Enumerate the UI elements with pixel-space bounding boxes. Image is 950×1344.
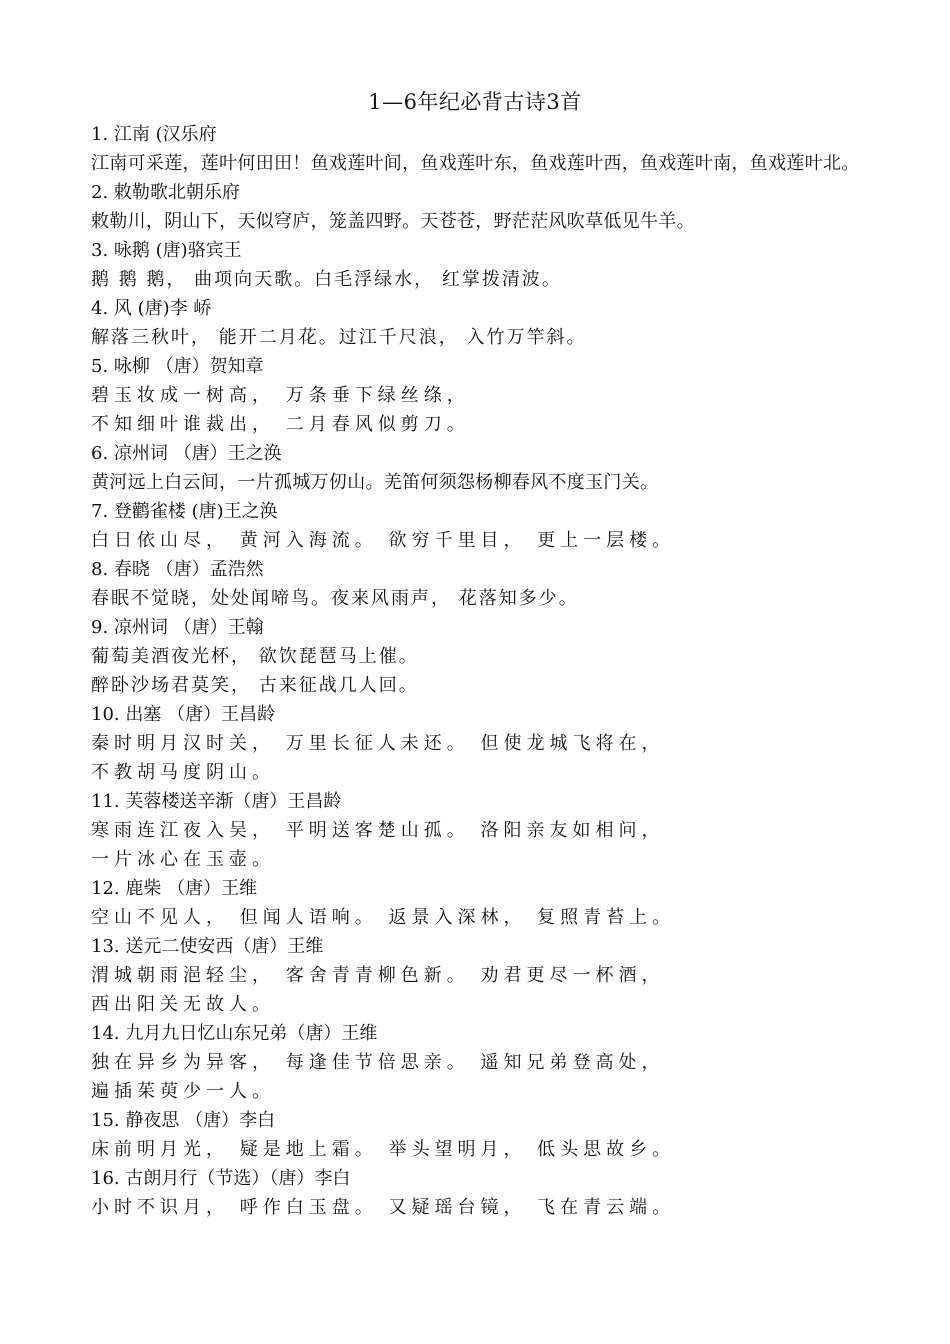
- poem-heading: 9. 凉州词 （唐）王翰: [91, 617, 264, 638]
- poem-line: 空山不见人， 但闻人语响。 返景入深林， 复照青苔上。: [91, 907, 676, 928]
- poem-heading: 1. 江南 (汉乐府: [91, 124, 217, 145]
- poem-line: 醉卧沙场君莫笑， 古来征战几人回。: [91, 675, 419, 696]
- poem-heading: 4. 风 (唐)李 峤: [91, 298, 212, 319]
- poem-line: 秦时明月汉时关， 万里长征人未还。 但使龙城飞将在，: [91, 733, 665, 754]
- poem-line: 江南可采莲，莲叶何田田！鱼戏莲叶间，鱼戏莲叶东，鱼戏莲叶西，鱼戏莲叶南，鱼戏莲叶北。: [91, 153, 860, 174]
- poem-line: 小时不识月， 呼作白玉盘。 又疑瑶台镜， 飞在青云端。: [91, 1197, 676, 1218]
- poem-heading: 10. 出塞 （唐）王昌龄: [91, 704, 276, 725]
- poem-heading: 16. 古朗月行（节选）（唐）李白: [91, 1168, 351, 1189]
- poem-heading: 3. 咏鹅 (唐)骆宾王: [91, 240, 242, 261]
- poem-line: 西出阳关无故人。: [91, 994, 275, 1015]
- poem-line: 不知细叶谁裁出， 二月春风似剪刀。: [91, 414, 470, 435]
- poem-line: 白日依山尽， 黄河入海流。 欲穷千里目， 更上一层楼。: [91, 530, 676, 551]
- poem-heading: 13. 送元二使安西（唐）王维: [91, 936, 324, 957]
- poem-line: 一片冰心在玉壶。: [91, 849, 275, 870]
- poem-heading: 6. 凉州词 （唐）王之涣: [91, 443, 282, 464]
- poem-heading: 5. 咏柳 （唐）贺知章: [91, 356, 264, 377]
- poem-heading: 11. 芙蓉楼送辛渐（唐）王昌龄: [91, 791, 342, 812]
- poem-line: 渭城朝雨浥轻尘， 客舍青青柳色新。 劝君更尽一杯酒，: [91, 965, 665, 986]
- document-title: 1—6年纪必背古诗3首: [368, 90, 582, 114]
- poem-heading: 14. 九月九日忆山东兄弟（唐）王维: [91, 1023, 378, 1044]
- poem-line: 遍插茱萸少一人。: [91, 1081, 275, 1102]
- poem-line: 床前明月光， 疑是地上霜。 举头望明月， 低头思故乡。: [91, 1139, 676, 1160]
- poem-heading: 12. 鹿柴 （唐）王维: [91, 878, 258, 899]
- poem-line: 独在异乡为异客， 每逢佳节倍思亲。 遥知兄弟登高处，: [91, 1052, 665, 1073]
- poem-line: 鹅 鹅 鹅， 曲项向天歌。白毛浮绿水， 红掌拨清波。: [91, 269, 562, 290]
- poem-line: 葡萄美酒夜光杯， 欲饮琵琶马上催。: [91, 646, 419, 667]
- poem-heading: 2. 敕勒歌北朝乐府: [91, 182, 240, 203]
- poem-line: 解落三秋叶， 能开二月花。过江千尺浪， 入竹万竿斜。: [91, 327, 587, 348]
- poem-heading: 15. 静夜思 （唐）李白: [91, 1110, 276, 1131]
- poem-heading: 8. 春晓 （唐）孟浩然: [91, 559, 264, 580]
- poem-line: 春眠不觉晓，处处闻啼鸟。夜来风雨声， 花落知多少。: [91, 588, 579, 609]
- poem-line: 不教胡马度阴山。: [91, 762, 275, 783]
- poem-line: 碧玉妆成一树高， 万条垂下绿丝绦，: [91, 385, 470, 406]
- poem-line: 敕勒川，阴山下，天似穹庐，笼盖四野。天苍苍，野茫茫风吹草低见牛羊。: [91, 211, 695, 232]
- poem-line: 黄河远上白云间，一片孤城万仞山。羌笛何须怨杨柳春风不度玉门关。: [91, 472, 659, 493]
- poem-line: 寒雨连江夜入吴， 平明送客楚山孤。 洛阳亲友如相问，: [91, 820, 665, 841]
- poem-heading: 7. 登鹳雀楼 (唐)王之涣: [91, 501, 278, 522]
- poem-list: [91, 120, 946, 1222]
